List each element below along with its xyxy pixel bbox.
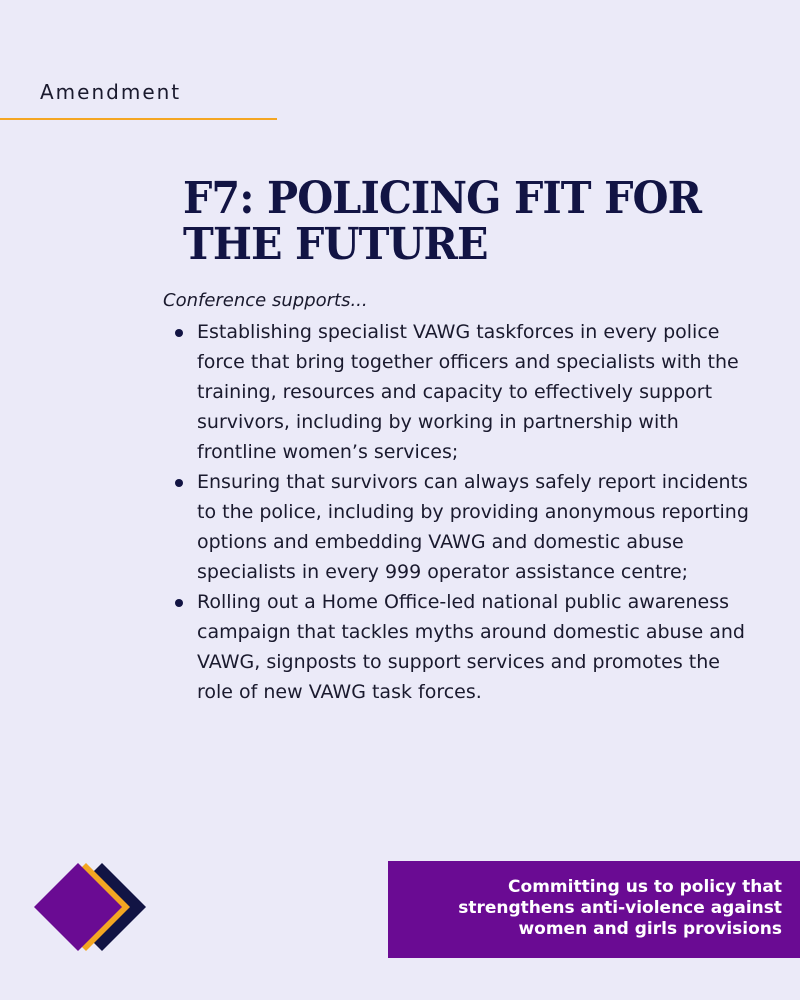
- tagline-banner: [388, 861, 800, 958]
- banner-line-2: strengthens anti-violence against: [458, 898, 782, 918]
- bullet-icon: [175, 599, 183, 607]
- bullet-text: Ensuring that survivors can always safely report incidents to the police, including by providing anonymous reporting options and embedding VAWG and domestic abuse specialists in every 999 operator assistance centre;: [197, 471, 749, 583]
- bullet-icon: [175, 329, 183, 337]
- orange-divider: [0, 118, 277, 120]
- bullet-list: [175, 317, 755, 707]
- section-label: Amendment: [40, 80, 182, 104]
- intro-text: Conference supports...: [163, 290, 368, 311]
- bullet-text: Rolling out a Home Office-led national public awareness campaign that tackles myths around domestic abuse and VAWG, signposts to support services and promotes the role of new VAWG task forces.: [197, 591, 745, 703]
- list-item: [175, 467, 755, 587]
- list-item: [175, 587, 755, 707]
- list-item: [175, 317, 755, 467]
- page-title: F7: POLICING FIT FOR THE FUTURE: [183, 173, 702, 270]
- bullet-icon: [175, 479, 183, 487]
- logo-graphic: [30, 858, 180, 958]
- banner-line-1: Committing us to policy that: [508, 877, 782, 897]
- banner-line-3: women and girls provisions: [518, 919, 782, 939]
- chevron-diamonds-icon: [30, 858, 180, 962]
- bullet-text: Establishing specialist VAWG taskforces in every police force that bring together officers and specialists with the training, resources and capacity to effectively support survivors, including by working in partnership with frontline women’s services;: [197, 321, 739, 463]
